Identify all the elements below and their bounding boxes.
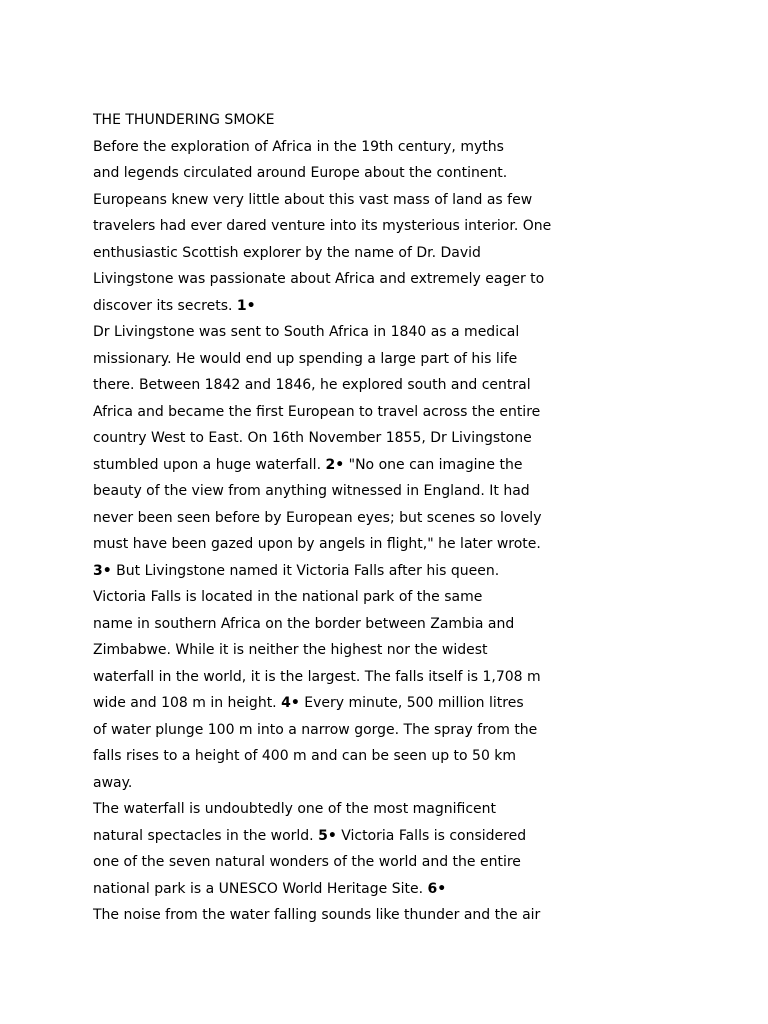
text-segment: "No one can imagine the bbox=[344, 456, 523, 473]
text-segment: Every minute, 500 million litres bbox=[299, 695, 524, 711]
text-segment: beauty of the view from anything witnessed in England. It had bbox=[93, 483, 530, 499]
document-body bbox=[93, 134, 573, 929]
text-segment: away. bbox=[93, 774, 133, 791]
text-line bbox=[93, 478, 573, 505]
text-segment: discover its secrets. bbox=[93, 297, 237, 314]
text-segment: wide and 108 m in height. bbox=[93, 695, 282, 711]
text-line bbox=[93, 187, 573, 214]
gap-marker: 6• bbox=[427, 880, 447, 897]
text-line bbox=[93, 823, 573, 850]
text-line bbox=[93, 505, 573, 532]
text-line bbox=[93, 584, 573, 611]
text-line bbox=[93, 876, 573, 903]
text-line bbox=[93, 531, 573, 558]
text-segment: and legends circulated around Europe about the continent. bbox=[93, 165, 508, 181]
text-line bbox=[93, 319, 573, 346]
text-segment: never been seen before by European eyes; but scenes so lovely bbox=[93, 509, 542, 526]
text-segment: Europeans knew very little about this vast mass of land as few bbox=[93, 191, 533, 208]
text-segment: stumbled upon a huge waterfall. bbox=[93, 456, 326, 473]
text-segment: travelers had ever dared venture into its mysterious interior. One bbox=[93, 218, 552, 234]
text-segment: falls rises to a height of 400 m and can be seen up to 50 km bbox=[93, 748, 517, 764]
text-segment: Livingstone was passionate about Africa and extremely eager to bbox=[93, 271, 545, 287]
text-segment: enthusiastic Scottish explorer by the name of Dr. David bbox=[93, 244, 481, 261]
text-line bbox=[93, 160, 573, 187]
text-segment: The noise from the water falling sounds like thunder and the air bbox=[93, 907, 541, 923]
text-segment: country West to East. On 16th November 1855, Dr Livingstone bbox=[93, 430, 532, 446]
text-line bbox=[93, 611, 573, 638]
gap-marker: 4• bbox=[281, 695, 300, 711]
gap-marker: 3• bbox=[93, 562, 112, 579]
text-line bbox=[93, 213, 573, 240]
text-segment: of water plunge 100 m into a narrow gorge. The spray from the bbox=[93, 721, 538, 738]
text-line bbox=[93, 372, 573, 399]
text-line bbox=[93, 902, 573, 929]
document-title: THE THUNDERING SMOKE bbox=[93, 112, 275, 128]
text-line bbox=[93, 717, 573, 744]
document-page bbox=[93, 107, 573, 929]
text-segment: must have been gazed upon by angels in flight," he later wrote. bbox=[93, 536, 541, 552]
text-line bbox=[93, 399, 573, 426]
text-segment: Zimbabwe. While it is neither the highest nor the widest bbox=[93, 642, 488, 658]
text-segment: Victoria Falls is located in the national park of the same bbox=[93, 589, 483, 605]
text-segment: Before the exploration of Africa in the 19th century, myths bbox=[93, 138, 504, 155]
text-line bbox=[93, 425, 573, 452]
text-segment: missionary. He would end up spending a large part of his life bbox=[93, 350, 518, 367]
text-segment: Victoria Falls is considered bbox=[336, 827, 527, 844]
text-segment: The waterfall is undoubtedly one of the most magnificent bbox=[93, 801, 496, 817]
text-line bbox=[93, 266, 573, 293]
text-segment: waterfall in the world, it is the largest. The falls itself is 1,708 m bbox=[93, 668, 541, 685]
gap-marker: 5• bbox=[318, 827, 337, 844]
gap-marker: 1• bbox=[236, 297, 256, 314]
text-segment: name in southern Africa on the border between Zambia and bbox=[93, 615, 515, 632]
text-segment: there. Between 1842 and 1846, he explored south and central bbox=[93, 377, 531, 393]
text-segment: natural spectacles in the world. bbox=[93, 827, 319, 844]
text-line bbox=[93, 346, 573, 373]
text-line bbox=[93, 690, 573, 717]
text-segment: Africa and became the first European to travel across the entire bbox=[93, 403, 541, 420]
text-segment: national park is a UNESCO World Heritage Site. bbox=[93, 880, 428, 897]
text-line bbox=[93, 770, 573, 797]
text-segment: one of the seven natural wonders of the world and the entire bbox=[93, 854, 521, 870]
text-line bbox=[93, 240, 573, 267]
text-segment: Dr Livingstone was sent to South Africa in 1840 as a medical bbox=[93, 324, 520, 340]
text-line bbox=[93, 637, 573, 664]
text-line bbox=[93, 134, 573, 161]
text-line bbox=[93, 293, 573, 320]
text-line bbox=[93, 558, 573, 585]
text-line bbox=[93, 743, 573, 770]
text-segment: But Livingstone named it Victoria Falls after his queen. bbox=[111, 562, 500, 579]
text-line bbox=[93, 796, 573, 823]
text-line bbox=[93, 849, 573, 876]
text-line bbox=[93, 452, 573, 479]
gap-marker: 2• bbox=[325, 456, 345, 473]
text-line bbox=[93, 664, 573, 691]
